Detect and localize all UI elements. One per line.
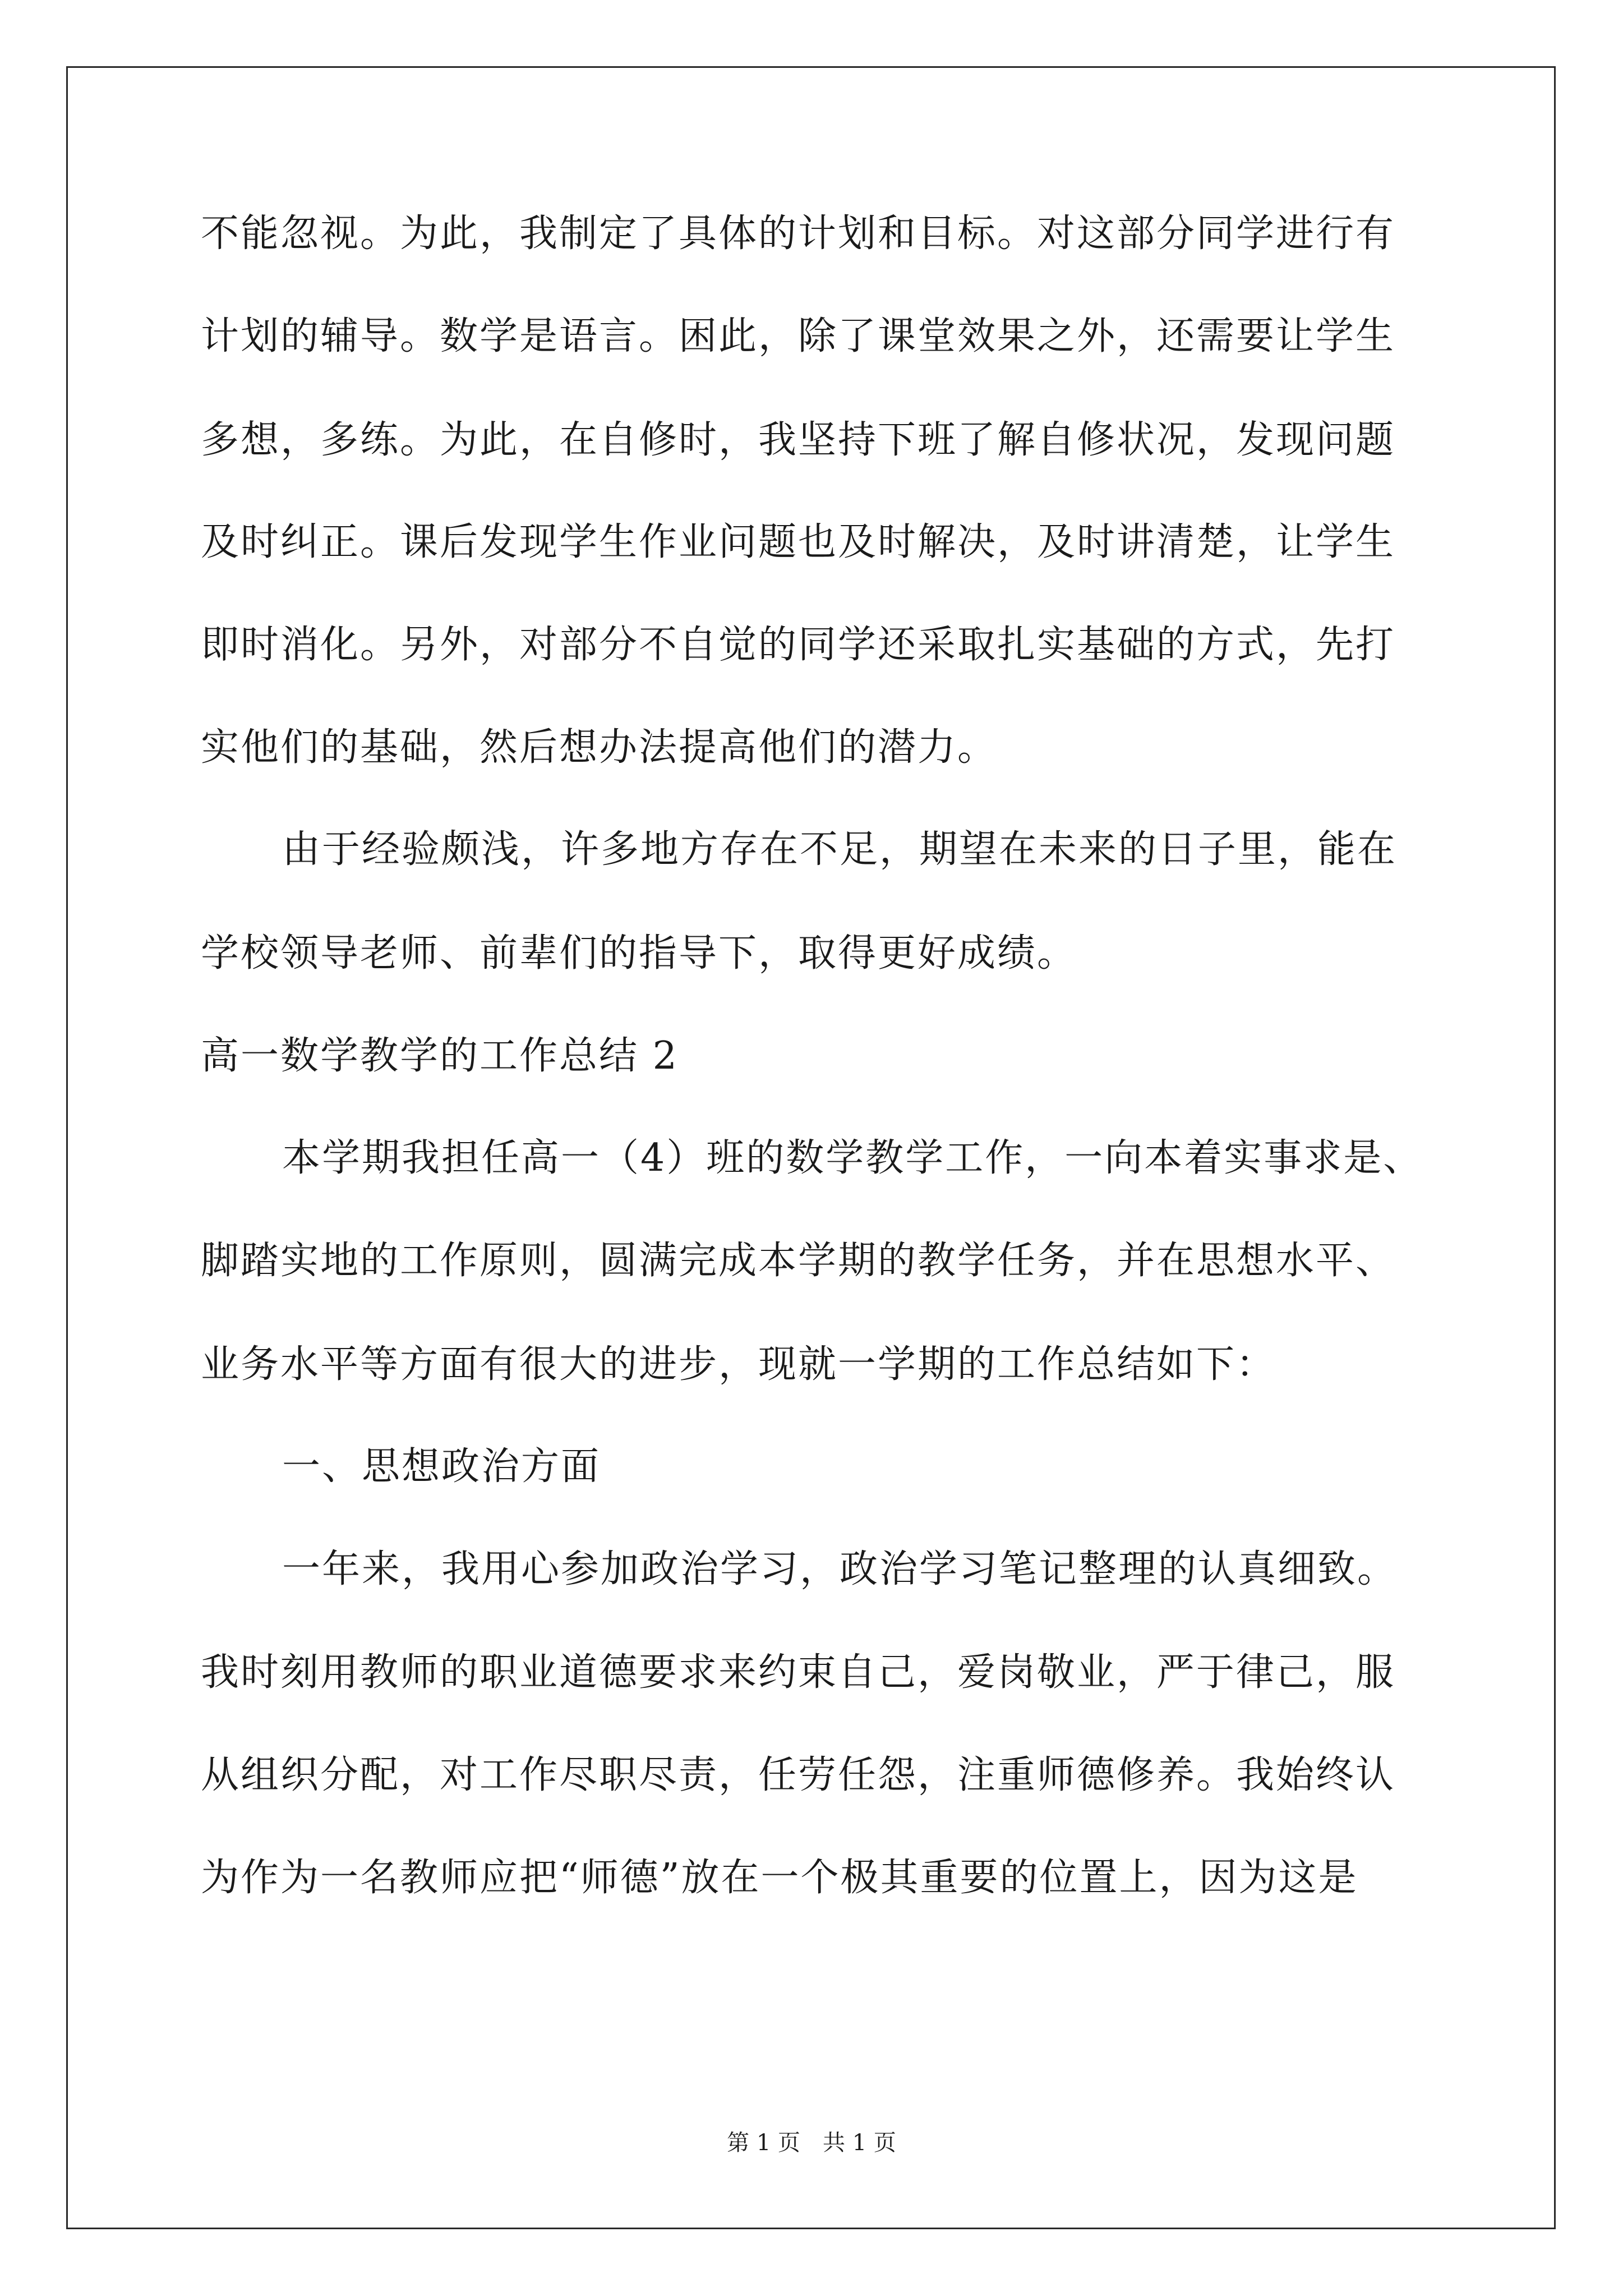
text-line: 即时消化。另外，对部分不自觉的同学还采取扎实基础的方式，先打: [201, 623, 1396, 667]
paragraph-first-line: 由于经验颇浅，许多地方存在不足，期望在未来的日子里，能在: [282, 827, 1398, 872]
paragraph-first-line: 一年来，我用心参加政治学习，政治学习笔记整理的认真细致。: [282, 1547, 1398, 1591]
paragraph-first-line: 本学期我担任高一（4）班的数学教学工作，一向本着实事求是、: [282, 1136, 1423, 1180]
text-line: 从组织分配，对工作尽职尽责，任劳任怨，注重师德修养。我始终认: [201, 1753, 1396, 1797]
text-line: 为作为一名教师应把“师德”放在一个极其重要的位置上，因为这是: [201, 1856, 1358, 1900]
page-number-footer: 第 1 页 共 1 页: [727, 2130, 896, 2156]
text-line: 不能忽视。为此，我制定了具体的计划和目标。对这部分同学进行有: [201, 211, 1396, 256]
subsection-heading: 一、思想政治方面: [282, 1444, 601, 1489]
text-line: 及时纠正。课后发现学生作业问题也及时解决，及时讲清楚，让学生: [201, 520, 1396, 564]
text-line: 我时刻用教师的职业道德要求来约束自己，爱岗敬业，严于律己，服: [201, 1650, 1396, 1695]
text-line: 业务水平等方面有很大的进步，现就一学期的工作总结如下：: [201, 1342, 1276, 1387]
text-line: 脚踏实地的工作原则，圆满完成本学期的教学任务，并在思想水平、: [201, 1239, 1396, 1283]
section-heading: 高一数学教学的工作总结 2: [201, 1034, 679, 1078]
text-line: 计划的辅导。数学是语言。困此，除了课堂效果之外，还需要让学生: [201, 314, 1396, 358]
text-line: 学校领导老师、前辈们的指导下，取得更好成绩。: [201, 931, 1077, 976]
text-line: 多想，多练。为此，在自修时，我坚持下班了解自修状况，发现问题: [201, 418, 1396, 462]
text-line: 实他们的基础，然后想办法提高他们的潜力。: [201, 725, 998, 770]
